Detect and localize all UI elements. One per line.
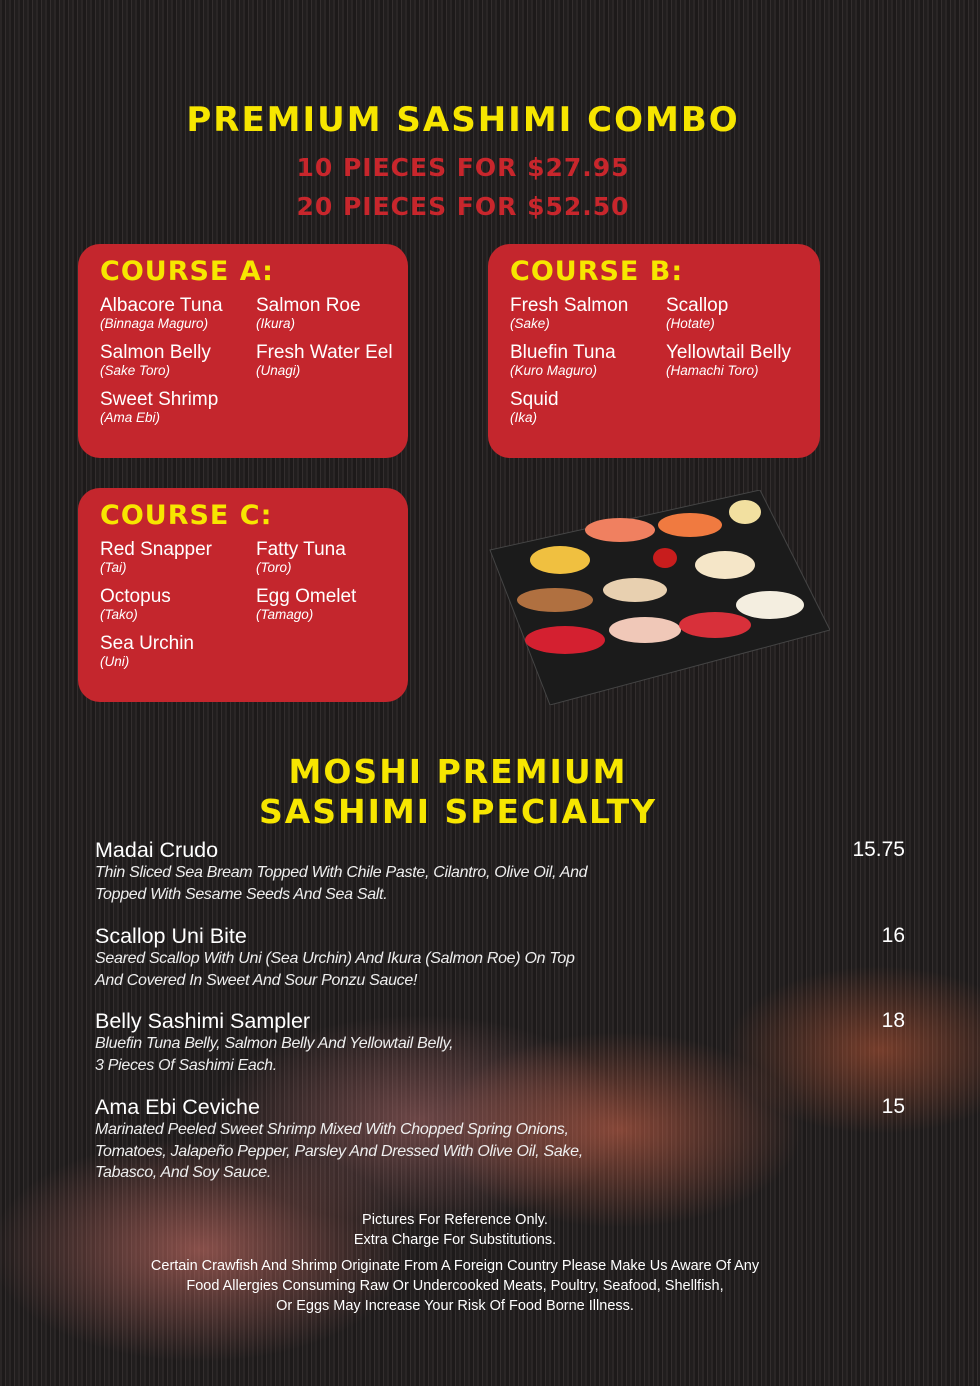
item-japanese-name: (Tai) <box>100 560 127 575</box>
allergy-warning <box>0 1256 910 1316</box>
item-name: Red Snapper <box>100 539 212 560</box>
item-name: Salmon Roe <box>256 295 361 316</box>
item-name: Fatty Tuna <box>256 539 346 560</box>
combo-title: PREMIUM SASHIMI COMBO <box>186 100 740 140</box>
item-name: Fresh Salmon <box>510 295 629 316</box>
item-name: Yellowtail Belly <box>666 342 791 363</box>
item-name: Squid <box>510 389 559 410</box>
course-box-b <box>488 244 820 458</box>
specialty-desc-2: 3 Pieces Of Sashimi Each. <box>95 1056 277 1074</box>
item-japanese-name: (Hamachi Toro) <box>666 363 759 378</box>
item-japanese-name: (Binnaga Maguro) <box>100 316 209 331</box>
course-item <box>510 342 666 379</box>
course-item <box>666 342 816 379</box>
specialty-item <box>95 838 905 905</box>
item-japanese-name: (Sake) <box>510 316 550 331</box>
combo-prices <box>0 153 926 221</box>
specialty-name: Madai Crudo <box>95 838 219 862</box>
item-name: Egg Omelet <box>256 586 357 607</box>
price-20-pieces: 20 PIECES FOR $52.50 <box>296 192 630 221</box>
item-name: Octopus <box>100 586 171 607</box>
course-item <box>256 342 406 379</box>
sushi-plate-image <box>480 490 830 705</box>
course-box-a <box>78 244 408 458</box>
item-name: Fresh Water Eel <box>256 342 393 363</box>
specialty-price: 18 <box>881 1009 905 1032</box>
specialty-title-line-1: MOSHI PREMIUM <box>288 752 628 791</box>
course-title: COURSE C: <box>100 500 273 531</box>
item-name: Albacore Tuna <box>100 295 223 316</box>
item-japanese-name: (Unagi) <box>256 363 301 378</box>
course-item <box>100 633 256 670</box>
item-name: Bluefin Tuna <box>510 342 616 363</box>
course-item <box>100 342 256 379</box>
course-item <box>256 295 406 332</box>
specialty-title-line-2: SASHIMI SPECIALTY <box>258 792 658 831</box>
specialty-price: 15 <box>881 1095 905 1118</box>
specialty-name: Scallop Uni Bite <box>95 924 247 948</box>
item-name: Sweet Shrimp <box>100 389 219 410</box>
specialty-desc-3: Tabasco, And Soy Sauce. <box>95 1164 272 1181</box>
specialty-desc-2: Tomatoes, Jalapeño Pepper, Parsley And Dressed With Olive Oil, Sake, <box>95 1142 583 1160</box>
specialty-desc-2: Topped With Sesame Seeds And Sea Salt. <box>95 885 388 903</box>
course-title: COURSE B: <box>510 256 684 287</box>
warning-line-1: Certain Crawfish And Shrimp Originate From A Foreign Country Please Make Us Aware Of Any <box>150 1258 760 1274</box>
item-japanese-name: (Tamago) <box>256 607 314 622</box>
specialty-price: 15.75 <box>852 838 905 861</box>
specialty-desc-1: Bluefin Tuna Belly, Salmon Belly And Yellowtail Belly, <box>95 1035 454 1052</box>
item-japanese-name: (Ikura) <box>256 316 296 331</box>
item-japanese-name: (Toro) <box>256 560 292 575</box>
specialty-desc-1: Thin Sliced Sea Bream Topped With Chile Paste, Cilantro, Olive Oil, And <box>95 864 588 881</box>
specialty-desc-1: Marinated Peeled Sweet Shrimp Mixed With Chopped Spring Onions, <box>95 1121 569 1138</box>
course-item <box>256 539 406 576</box>
specialty-price: 16 <box>881 924 905 947</box>
item-japanese-name: (Ama Ebi) <box>100 410 161 425</box>
course-item <box>256 586 406 623</box>
course-item <box>100 389 256 426</box>
course-items <box>100 295 393 426</box>
course-box-c <box>78 488 408 702</box>
item-name: Salmon Belly <box>100 342 211 363</box>
item-japanese-name: (Hotate) <box>666 316 715 331</box>
specialty-item <box>95 924 905 991</box>
item-name: Scallop <box>666 295 729 316</box>
reference-line: Pictures For Reference Only. <box>362 1212 548 1228</box>
specialty-item <box>95 1095 905 1184</box>
item-japanese-name: (Sake Toro) <box>100 363 171 378</box>
item-japanese-name: (Tako) <box>100 607 138 622</box>
course-items <box>100 539 386 670</box>
course-item <box>510 295 666 332</box>
specialty-desc-2: And Covered In Sweet And Sour Ponzu Sauce! <box>95 971 418 989</box>
specialty-name: Belly Sashimi Sampler <box>95 1009 311 1033</box>
warning-line-3: Or Eggs May Increase Your Risk Of Food Borne Illness. <box>276 1298 634 1314</box>
course-items <box>510 295 798 426</box>
specialty-item <box>95 1009 905 1076</box>
item-japanese-name: (Kuro Maguro) <box>510 363 598 378</box>
course-item <box>510 389 666 426</box>
specialty-title <box>0 752 916 832</box>
item-name: Sea Urchin <box>100 633 194 654</box>
course-item <box>100 295 256 332</box>
specialty-desc-1: Seared Scallop With Uni (Sea Urchin) And Ikura (Salmon Roe) On Top <box>95 950 575 967</box>
substitution-line: Extra Charge For Substitutions. <box>353 1232 557 1248</box>
reference-note <box>0 1210 910 1250</box>
item-japanese-name: (Uni) <box>100 654 130 669</box>
course-item <box>100 586 256 623</box>
price-10-pieces: 10 PIECES FOR $27.95 <box>296 153 630 182</box>
course-item <box>666 295 816 332</box>
item-japanese-name: (Ika) <box>510 410 537 425</box>
course-item <box>100 539 256 576</box>
warning-line-2: Food Allergies Consuming Raw Or Undercooked Meats, Poultry, Seafood, Shellfish, <box>186 1278 724 1294</box>
specialty-name: Ama Ebi Ceviche <box>95 1095 260 1119</box>
course-title: COURSE A: <box>100 256 274 287</box>
